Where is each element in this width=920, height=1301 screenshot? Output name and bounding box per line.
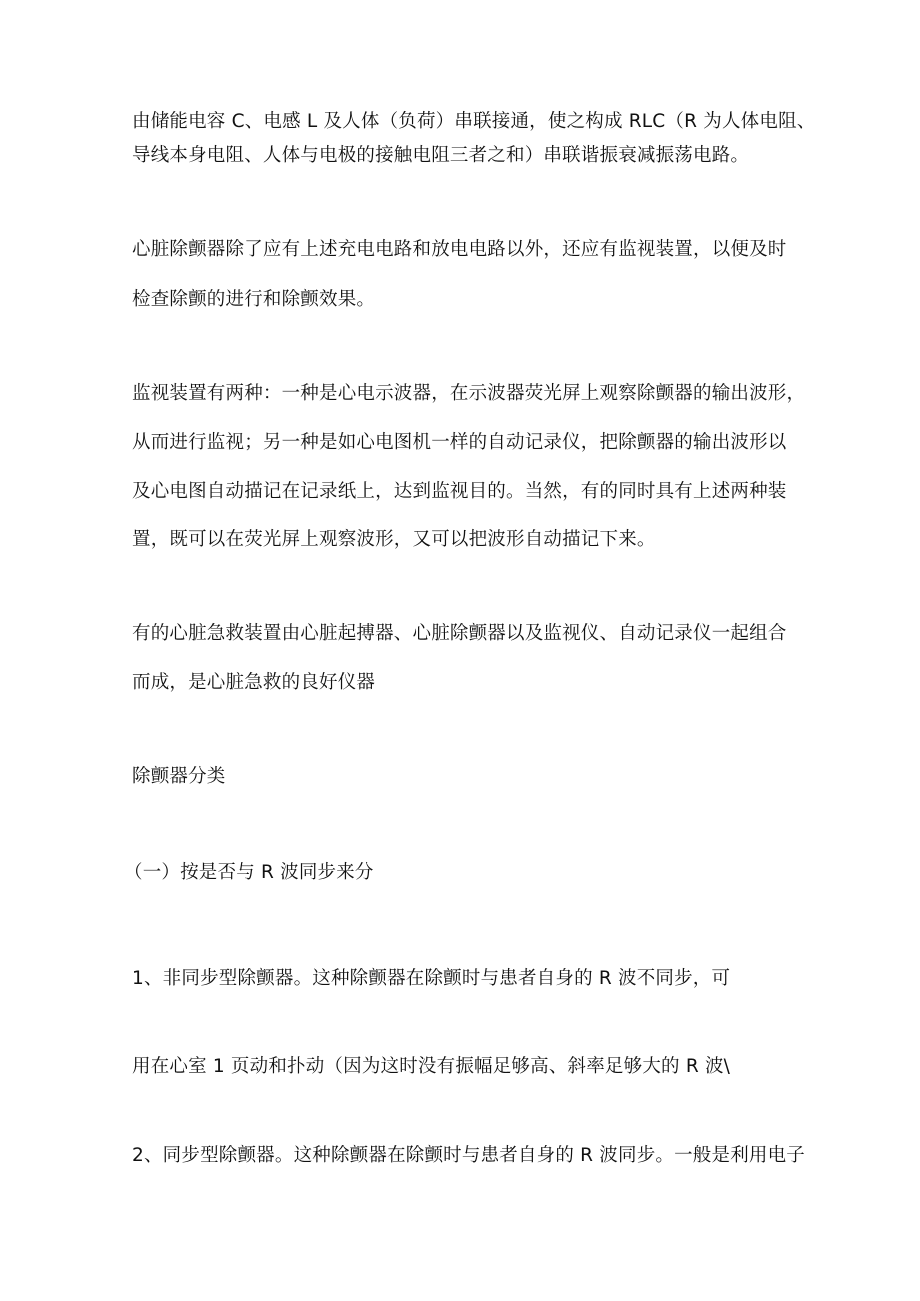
text-line: 有的心脏急救装置由心脏起搏器、心脏除颤器以及监视仪、自动记录仪一起组合 (132, 623, 787, 644)
list-item: 2、同步型除颤器。这种除颤器在除颤时与患者自身的 R 波同步。一般是利用电子 (132, 1145, 805, 1166)
list-item: 1、非同步型除颤器。这种除颤器在除颤时与患者自身的 R 波不同步，可 (132, 968, 731, 989)
section-heading: 除颤器分类 (132, 766, 226, 787)
text-line: 监视装置有两种：一种是心电示波器，在示波器荧光屏上观察除颤器的输出波形， (132, 383, 806, 404)
text-line: 而成，是心脏急救的良好仪器 (132, 672, 376, 693)
text-line: 用在心室 1 页动和扑动（因为这时没有振幅足够高、斜率足够大的 R 波\ (132, 1056, 731, 1077)
text-line: 由储能电容 C、电感 L 及人体（负荷）串联接通，使之构成 RLC（R 为人体电阻、 (132, 111, 816, 132)
subsection-heading: （一）按是否与 R 波同步来分 (124, 862, 374, 883)
text-line: 从而进行监视；另一种是如心电图机一样的自动记录仪，把除颤器的输出波形以 (132, 432, 787, 453)
text-line: 心脏除颤器除了应有上述充电电路和放电电路以外，还应有监视装置，以便及时 (132, 239, 787, 260)
text-line: 置，既可以在荧光屏上观察波形，又可以把波形自动描记下来。 (132, 529, 656, 550)
text-line: 及心电图自动描记在记录纸上，达到监视目的。当然，有的同时具有上述两种装 (132, 481, 787, 502)
text-line: 导线本身电阻、人体与电极的接触电阻三者之和）串联谐振衰减振荡电路。 (132, 145, 750, 166)
text-line: 检查除颤的进行和除颤效果。 (132, 289, 376, 310)
